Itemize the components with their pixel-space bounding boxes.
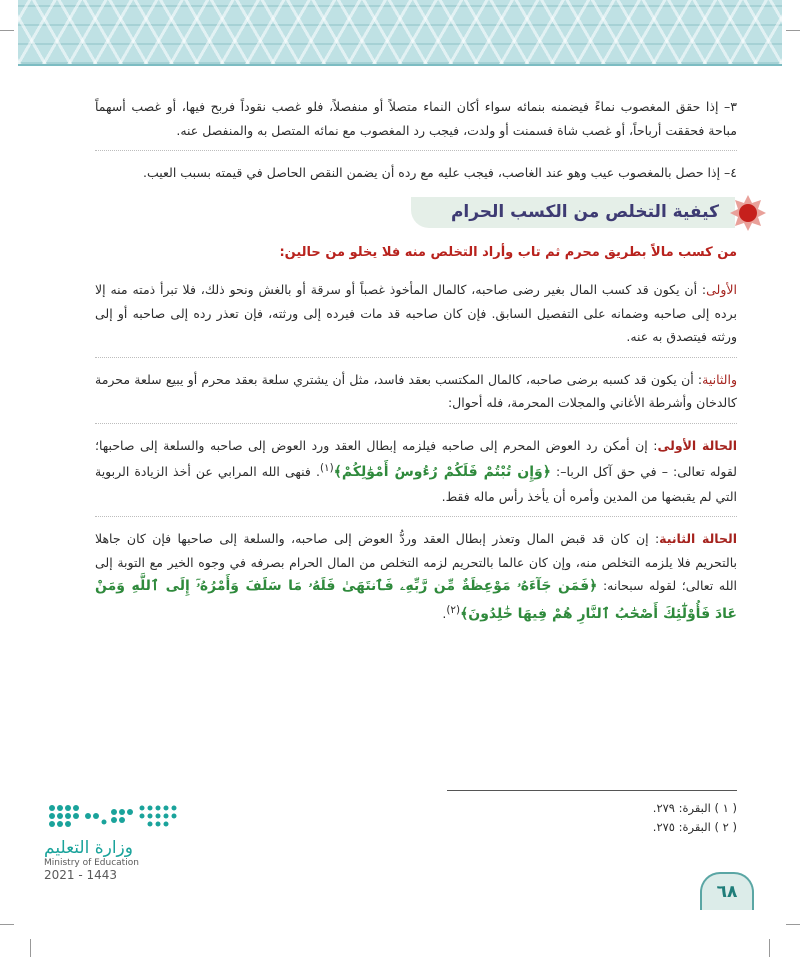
dotted-separator	[95, 357, 737, 358]
paragraph-3: ٣– إذا حقق المغصوب نماءً فيضمنه بنمائه سواء أكان النماء متصلاً أو منفصلاً، فلو غصب نقوداً فربح فيها، أو غصب أسهماً مباحة فحققت أرباحاً، أو غصب شاة فسمنت أو ولدت، فيجب رد المغصوب مع نمائه المتصل به والمنفصل عنه.	[95, 99, 737, 138]
state-two	[95, 527, 737, 626]
state-two-text: : إن كان قد قبض المال وتعذر إبطال العقد وردُّ العوض إلى صاحبه، والسلعة إلى صاحبها فإن كان جاهلا بالتحريم فلا يلزمه التخلص منه، وإن كان عالما بالتحريم لزمه التخلص من المال الحرام بصرفه في وجوه الخير مع التوبة إلى الله تعالى؛ لقوله سبحانه:	[95, 531, 737, 594]
quran-verse-1: ﴿وَإِن تُبْتُمْ فَلَكُمْ رُءُوسُ أَمْوَٰلِكُمْ﴾	[333, 464, 551, 481]
second-text: : أن يكون قد كسبه برضى صاحبه، كالمال المكتسب بعقد فاسد، مثل أن يشتري سلعة بعقد محرم أو يبيع سلعة محرمة كالدخان وأشرطة الأغاني والمجلات المحرمة، فله أحوال:	[95, 371, 737, 410]
crop-mark	[0, 924, 14, 925]
ministry-name-english: Ministry of Education	[44, 858, 139, 868]
first-label: الأولى	[706, 282, 737, 297]
paragraph-4: ٤– إذا حصل بالمغصوب عيب وهو عند الغاصب، فيجب عليه مع رده أن يضمن النقص الحاصل في قيمته بسبب العيب.	[142, 165, 737, 180]
crop-mark	[786, 924, 800, 925]
state-one-text-end: . فنهى الله المرابي عن أخذ الزيادة الربوية التي لم يقبضها من المدين وأمره أن يأخذ رأس ماله فقط.	[95, 464, 737, 504]
main-content	[95, 95, 737, 634]
quran-verse-2: ﴿فَمَن جَآءَهُۥ مَوْعِظَةٌ مِّن رَّبِّهِۦ فَٱنتَهَىٰ فَلَهُۥ مَا سَلَفَ وَأَمْرُهُۥٓ إِلَى ٱللَّهِ وَمَنْ عَادَ فَأُوْلَٰٓئِكَ أَصْحَٰبُ ٱلنَّارِ هُمْ فِيهَا خَٰلِدُونَ﴾	[95, 578, 737, 622]
crop-mark	[786, 30, 800, 31]
section-intro: من كسب مالاً بطريق محرم ثم تاب وأراد التخلص منه فلا يخلو من حالين:	[279, 244, 737, 260]
section-title-row	[95, 193, 767, 233]
dotted-separator	[95, 516, 737, 517]
first-text: : أن يكون قد كسب المال بغير رضى صاحبه، كالمال المأخوذ غصباً أو سرقة أو بالغش ونحو ذلك، فلا تبرأ ذمته منه إلا برده إلى صاحبه وضمانه على التفصيل السابق. فإن كان صاحبه قد مات فيرده إلى ورثته، فإن تعذر رده إلى صاحبه أو إلى ورثته فيتصدق به عنه.	[95, 282, 737, 344]
edition-year: 2021 - 1443	[44, 868, 118, 882]
crop-mark	[0, 30, 14, 31]
section-title: كيفية التخلص من الكسب الحرام	[411, 197, 735, 229]
state-one-text: : إن أمكن رد العوض المحرم إلى صاحبه فيلزمه إبطال العقد ورد العوض إلى صاحبه والسلعة إلى صاحبها؛ لقوله تعالى: – في حق آكل الربا–:	[95, 437, 737, 480]
crop-mark	[769, 939, 770, 957]
dots-logo-icon	[44, 800, 180, 830]
state-one	[95, 434, 737, 509]
star-emblem-icon	[729, 194, 767, 232]
footnote-2: ( ٢ ) البقرة: ٢٧٥.	[652, 820, 737, 834]
crop-mark	[30, 939, 31, 957]
state-one-label: الحالة الأولى	[657, 437, 738, 453]
case-first	[95, 278, 737, 349]
state-two-label: الحالة الثانية	[659, 531, 737, 547]
second-label: والثانية	[702, 371, 737, 387]
footnote-ref-2: (٢)	[446, 603, 461, 616]
state-two-end: .	[442, 605, 447, 621]
case-second	[95, 368, 737, 415]
footnote-ref-1: (١)	[319, 462, 334, 474]
decorative-banner	[18, 0, 782, 66]
page-number: ٦٨	[700, 872, 754, 910]
footnote-1: ( ١ ) البقرة: ٢٧٩.	[652, 801, 737, 815]
dotted-separator	[95, 150, 737, 151]
ministry-name-arabic: وزارة التعليم	[44, 838, 133, 858]
dotted-separator	[95, 423, 737, 424]
ministry-logo	[44, 800, 204, 882]
footnotes	[447, 790, 737, 837]
